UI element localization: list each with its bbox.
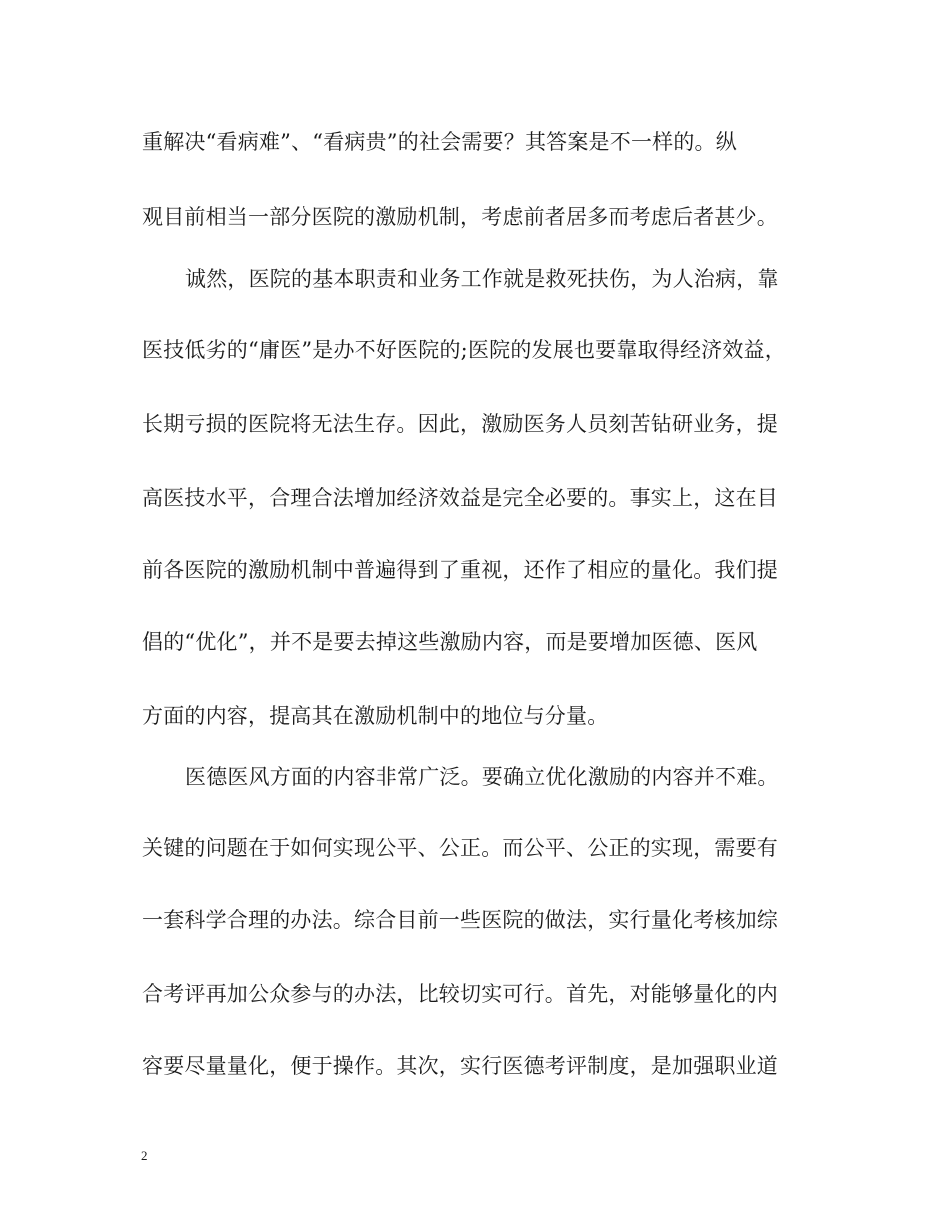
text-line: 倡的“优化”，并不是要去掉这些激励内容，而是要增加医德、医风 xyxy=(142,630,758,654)
text-line: 重解决“看病难”、“看病贵”的社会需要？其答案是不一样的。纵 xyxy=(142,130,737,154)
text-line: 方面的内容，提高其在激励机制中的地位与分量。 xyxy=(142,704,609,728)
text-line: 高医技水平，合理合法增加经济效益是完全必要的。事实上，这在目 xyxy=(142,486,778,510)
page-number: 2 xyxy=(141,1148,148,1163)
text-line: 关键的问题在于如何实现公平、公正。而公平、公正的实现，需要有 xyxy=(142,836,778,860)
paragraph-start-line: 医德医风方面的内容非常广泛。要确立优化激励的内容并不难。 xyxy=(185,765,779,789)
text-line: 长期亏损的医院将无法生存。因此，激励医务人员刻苦钻研业务，提 xyxy=(142,412,778,436)
text-line: 前各医院的激励机制中普遍得到了重视，还作了相应的量化。我们提 xyxy=(142,558,778,582)
text-line: 容要尽量量化，便于操作。其次，实行医德考评制度，是加强职业道 xyxy=(142,1054,778,1078)
paragraph-start-line: 诚然，医院的基本职责和业务工作就是救死扶伤，为人治病，靠 xyxy=(185,267,779,291)
text-line: 合考评再加公众参与的办法，比较切实可行。首先，对能够量化的内 xyxy=(142,982,778,1006)
text-line: 医技低劣的“庸医”是办不好医院的;医院的发展也要靠取得经济效益， xyxy=(142,338,786,362)
text-line: 一套科学合理的办法。综合目前一些医院的做法，实行量化考核加综 xyxy=(142,908,778,932)
text-line: 观目前相当一部分医院的激励机制，考虑前者居多而考虑后者甚少。 xyxy=(142,205,778,229)
